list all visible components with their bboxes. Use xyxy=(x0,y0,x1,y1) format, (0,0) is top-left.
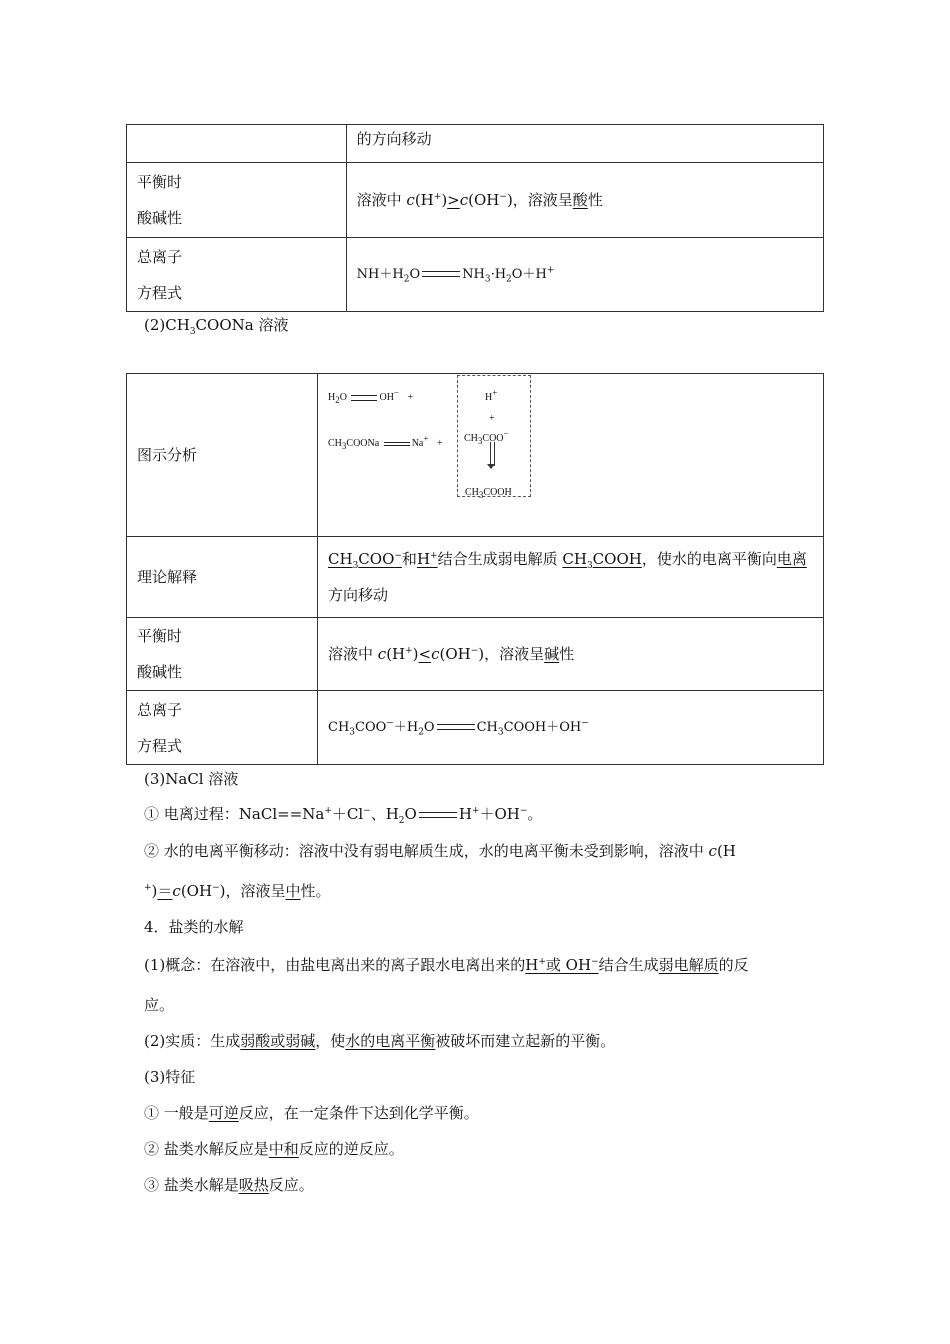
table1-cell-1: 溶液中 c(H+)>c(OH−)，溶液呈酸性 xyxy=(346,163,823,238)
table-row xyxy=(127,618,824,691)
table-row xyxy=(127,163,824,238)
paragraph-ionization: ① 电离过程：NaCl==Na+＋Cl−、$H_2O$ H+＋OH−。 xyxy=(144,805,543,826)
heading-salt-hydrolysis: 4．盐类的水解 xyxy=(144,918,244,936)
table2-label-2: 平衡时 酸碱性 xyxy=(127,618,318,691)
table-row xyxy=(127,374,824,537)
down-double-arrow-icon xyxy=(490,442,495,466)
table-1 xyxy=(126,124,824,312)
paragraph-equilibrium: ② 水的电离平衡移动：溶液中没有弱电解质生成，水的电离平衡未受到影响，溶液中 c(H xyxy=(144,842,736,860)
table1-label-2: 总离子 方程式 xyxy=(127,238,347,312)
table1-cell-2: $NH+H_2O$ $NH_3\cdot H_2O+H^+$ xyxy=(346,238,823,312)
heading-ch3coona: $(2)CH_3COONa$ 溶液 xyxy=(144,316,289,337)
paragraph-concept-cont: 应。 xyxy=(144,996,175,1014)
reversible-arrow-icon xyxy=(437,723,475,731)
paragraph-essence: (2)实质：生成弱酸或弱碱，使水的电离平衡被破坏而建立起新的平衡。 xyxy=(144,1032,616,1050)
table1-label-1: 平衡时 酸碱性 xyxy=(127,163,347,238)
table2-cell-3: $CH_3COO^-+H_2O$ $CH_3COOH+OH^-$ xyxy=(318,691,824,765)
table2-label-3: 总离子 方程式 xyxy=(127,691,318,765)
table2-cell-2: 溶液中 c(H+)<c(OH−)，溶液呈碱性 xyxy=(318,618,824,691)
table-row xyxy=(127,691,824,765)
heading-features: (3)特征 xyxy=(144,1068,196,1086)
feature-2: ② 盐类水解反应是中和反应的逆反应。 xyxy=(144,1140,404,1158)
equals-arrow-icon xyxy=(384,442,410,446)
table-row xyxy=(127,537,824,618)
feature-1: ① 一般是可逆反应，在一定条件下达到化学平衡。 xyxy=(144,1104,479,1122)
table-row xyxy=(127,238,824,312)
ionization-diagram: $H_2O$ OH− + $CH_3COONa$ Na+ + H+ + $CH_3COO^-$ $CH_3COOH$ xyxy=(318,374,823,536)
paragraph-concept: (1)概念：在溶液中，由盐电离出来的离子跟水电离出来的H+或 OH−结合生成弱电解质的反 xyxy=(144,956,749,974)
table1-cell-0: 的方向移动 xyxy=(346,125,823,163)
reversible-arrow-icon xyxy=(422,270,460,278)
table2-label-0: 图示分析 xyxy=(127,374,318,537)
table2-cell-1: $CH_3COO^-$和H+结合生成弱电解质 $CH_3COOH$，使水的电离平衡向电离 方向移动 xyxy=(318,537,824,618)
table2-label-1: 理论解释 xyxy=(127,537,318,618)
feature-3: ③ 盐类水解是吸热反应。 xyxy=(144,1176,314,1194)
table1-label-0 xyxy=(127,125,347,163)
heading-nacl: (3)NaCl 溶液 xyxy=(144,770,239,788)
table-2 xyxy=(126,373,824,765)
reversible-arrow-icon xyxy=(419,811,457,819)
reversible-arrow-icon xyxy=(351,394,377,402)
diagram-cell xyxy=(318,374,824,537)
paragraph-equilibrium-cont: +)＝c(OH−)，溶液呈中性。 xyxy=(144,882,331,900)
table-row xyxy=(127,125,824,163)
